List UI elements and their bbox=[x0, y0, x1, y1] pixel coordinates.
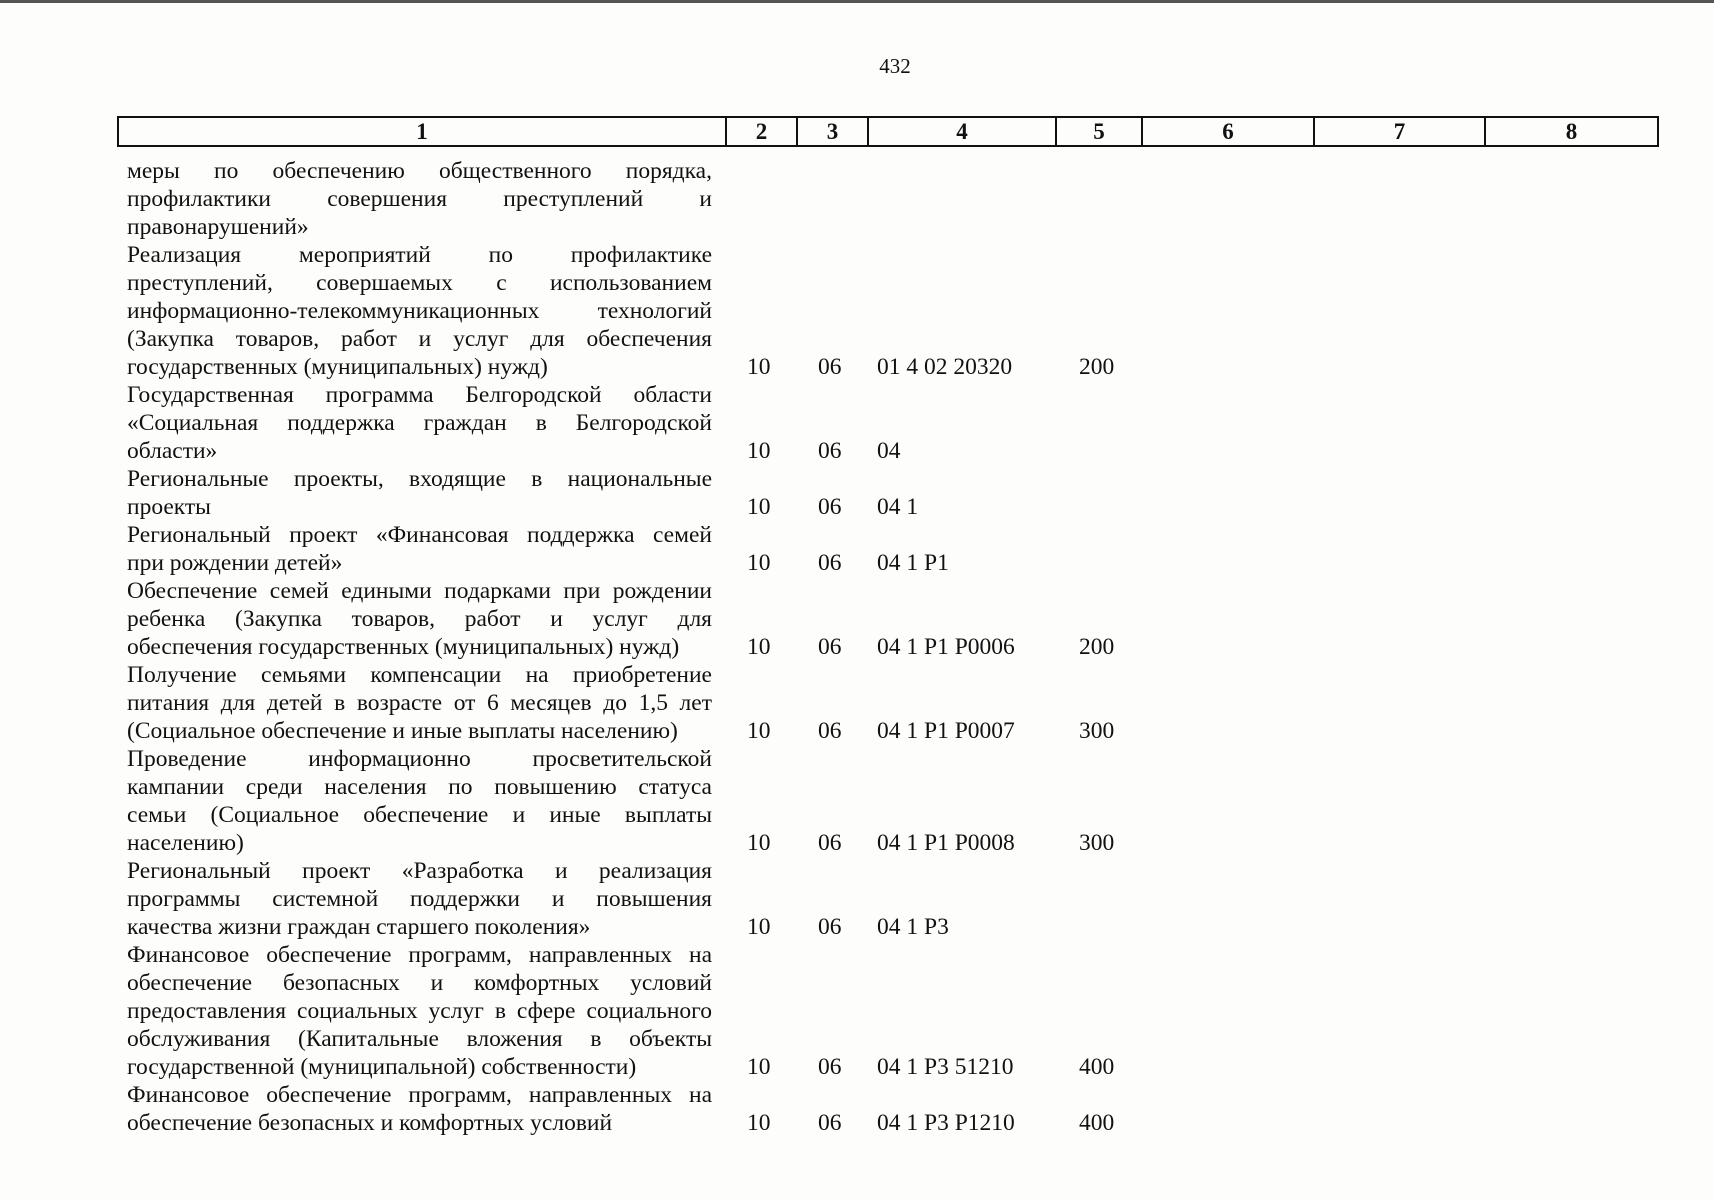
cell-col2: 10 bbox=[747, 914, 771, 940]
cell-col4: 04 1 P3 P1210 bbox=[877, 1110, 1015, 1136]
cell-col5: 200 bbox=[1079, 634, 1115, 660]
cell-col3: 06 bbox=[818, 438, 842, 464]
column-header-7: 7 bbox=[1314, 117, 1485, 146]
description-line: Финансовое обеспечение программ, направленных на bbox=[127, 942, 712, 968]
description-line: профилактики совершения преступлений и bbox=[127, 186, 712, 212]
row-description bbox=[127, 745, 712, 857]
description-line: кампании среди населения по повышению статуса bbox=[127, 774, 712, 800]
description-line: Финансовое обеспечение программ, направленных на bbox=[127, 1082, 712, 1108]
cell-col2: 10 bbox=[747, 718, 771, 744]
description-line: меры по обеспечению общественного порядка, bbox=[127, 158, 712, 184]
cell-col4: 04 1 P3 bbox=[877, 914, 949, 940]
description-line: ребенка (Закупка товаров, работ и услуг для bbox=[127, 606, 712, 632]
description-line: государственных (муниципальных) нужд) bbox=[127, 354, 548, 380]
cell-col2: 10 bbox=[747, 354, 771, 380]
cell-col5: 400 bbox=[1079, 1054, 1115, 1080]
cell-col2: 10 bbox=[747, 438, 771, 464]
cell-col5: 300 bbox=[1079, 718, 1115, 744]
description-line: (Закупка товаров, работ и услуг для обеспечения bbox=[127, 326, 712, 352]
cell-col3: 06 bbox=[818, 914, 842, 940]
cell-col2: 10 bbox=[747, 634, 771, 660]
description-line: качества жизни граждан старшего поколения» bbox=[127, 914, 591, 940]
description-line: Проведение информационно просветительской bbox=[127, 746, 712, 772]
description-line: предоставления социальных услуг в сфере социального bbox=[127, 998, 712, 1024]
cell-col2: 10 bbox=[747, 494, 771, 520]
row-description bbox=[127, 577, 712, 661]
cell-col5: 400 bbox=[1079, 1110, 1115, 1136]
cell-col4: 04 bbox=[877, 438, 901, 464]
description-line: Реализация мероприятий по профилактике bbox=[127, 242, 712, 268]
description-line: преступлений, совершаемых с использованием bbox=[127, 270, 712, 296]
cell-col4: 04 1 bbox=[877, 494, 919, 520]
cell-col3: 06 bbox=[818, 830, 842, 856]
column-header-table bbox=[117, 116, 1659, 147]
description-line: обслуживания (Капитальные вложения в объекты bbox=[127, 1026, 712, 1052]
description-line: семьи (Социальное обеспечение и иные выплаты bbox=[127, 802, 712, 828]
description-line: программы системной поддержки и повышения bbox=[127, 886, 712, 912]
cell-col4: 04 1 P1 P0007 bbox=[877, 718, 1015, 744]
cell-col3: 06 bbox=[818, 354, 842, 380]
cell-col4: 04 1 P1 P0006 bbox=[877, 634, 1015, 660]
cell-col2: 10 bbox=[747, 550, 771, 576]
description-line: Обеспечение семей едиными подарками при рождении bbox=[127, 578, 712, 604]
row-description bbox=[127, 857, 712, 941]
cell-col2: 10 bbox=[747, 1110, 771, 1136]
column-header-2: 2 bbox=[726, 117, 797, 146]
description-line: обеспечения государственных (муниципальных) нужд) bbox=[127, 634, 680, 660]
cell-col2: 10 bbox=[747, 830, 771, 856]
description-line: обеспечение безопасных и комфортных условий bbox=[127, 1110, 613, 1136]
description-line: Региональный проект «Финансовая поддержка семей bbox=[127, 522, 712, 548]
row-description bbox=[127, 465, 712, 521]
cell-col3: 06 bbox=[818, 1110, 842, 1136]
cell-col4: 04 1 P1 P0008 bbox=[877, 830, 1015, 856]
description-line: правонарушений» bbox=[127, 214, 309, 240]
row-description bbox=[127, 521, 712, 577]
cell-col5: 200 bbox=[1079, 354, 1115, 380]
cell-col3: 06 bbox=[818, 1054, 842, 1080]
description-line: Государственная программа Белгородской области bbox=[127, 382, 712, 408]
row-description bbox=[127, 381, 712, 465]
cell-col4: 01 4 02 20320 bbox=[877, 354, 1013, 380]
cell-col3: 06 bbox=[818, 494, 842, 520]
description-line: государственной (муниципальной) собственности) bbox=[127, 1054, 637, 1080]
row-description bbox=[127, 157, 712, 241]
column-header-5: 5 bbox=[1056, 117, 1142, 146]
column-header-4: 4 bbox=[868, 117, 1056, 146]
description-line: (Социальное обеспечение и иные выплаты населению) bbox=[127, 718, 678, 744]
cell-col4: 04 1 P3 51210 bbox=[877, 1054, 1014, 1080]
column-header-6: 6 bbox=[1142, 117, 1314, 146]
row-description bbox=[127, 241, 712, 381]
scan-edge bbox=[0, 0, 1714, 3]
column-header-3: 3 bbox=[797, 117, 868, 146]
description-line: Получение семьями компенсации на приобретение bbox=[127, 662, 712, 688]
cell-col2: 10 bbox=[747, 1054, 771, 1080]
row-description bbox=[127, 1081, 712, 1137]
description-line: обеспечение безопасных и комфортных условий bbox=[127, 970, 712, 996]
column-header-8: 8 bbox=[1485, 117, 1658, 146]
description-line: информационно-телекоммуникационных технологий bbox=[127, 298, 712, 324]
description-line: проекты bbox=[127, 494, 211, 520]
description-line: при рождении детей» bbox=[127, 550, 343, 576]
cell-col3: 06 bbox=[818, 718, 842, 744]
description-line: питания для детей в возрасте от 6 месяцев до 1,5 лет bbox=[127, 690, 712, 716]
cell-col3: 06 bbox=[818, 634, 842, 660]
cell-col4: 04 1 P1 bbox=[877, 550, 949, 576]
row-description bbox=[127, 941, 712, 1081]
row-description bbox=[127, 661, 712, 745]
cell-col5: 300 bbox=[1079, 830, 1115, 856]
page-number: 432 bbox=[879, 54, 911, 78]
description-line: «Социальная поддержка граждан в Белгородской bbox=[127, 410, 712, 436]
description-line: Региональный проект «Разработка и реализация bbox=[127, 858, 712, 884]
description-line: области» bbox=[127, 438, 218, 464]
column-header-1: 1 bbox=[118, 117, 726, 146]
description-line: населению) bbox=[127, 830, 244, 856]
cell-col3: 06 bbox=[818, 550, 842, 576]
description-line: Региональные проекты, входящие в национальные bbox=[127, 466, 712, 492]
